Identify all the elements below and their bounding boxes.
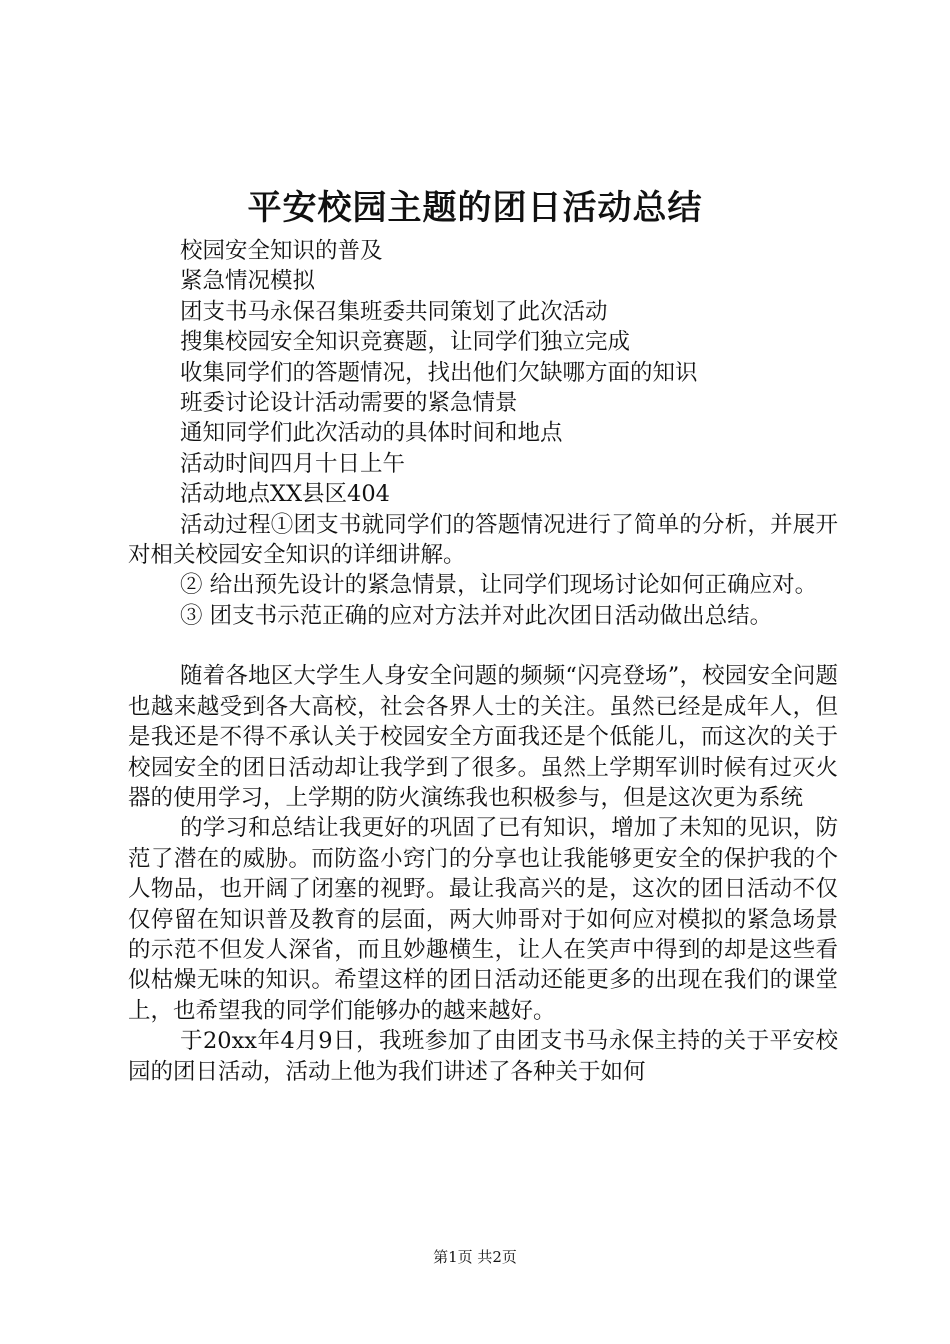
list-line: 校园安全知识的普及: [180, 238, 383, 264]
list-line: 活动地点XX县区404: [180, 481, 390, 508]
list-line: 班委讨论设计活动需要的紧急情景: [180, 390, 518, 417]
body-paragraph: 随着各地区大学生人身安全问题的频频“闪亮登场”，校园安全问题也越来越受到各大高校，社会各界人士的关注。虽然已经是成年人，但是我还是不得不承认关于校园安全方面我还是个低能儿，而这次的关于校园安全的团日活动却让我学到了很多。虽然上学期军训时候有过灭火器的使用学习，上学期的防火演练我也积极参与，但是这次更为系统: [128, 663, 838, 811]
body-paragraph: 的学习和总结让我更好的巩固了已有知识，增加了未知的见识，防范了潜在的威胁。而防盗小窍门的分享也让我能够更安全的保护我的个人物品，也开阔了闭塞的视野。最让我高兴的是，这次的团日活动不仅仅停留在知识普及教育的层面，两大帅哥对于如何应对模拟的紧急场景的示范不但发人深省，而且妙趣横生，让人在笑声中得到的却是这些看似枯燥无味的知识。希望这样的团日活动还能更多的出现在我们的课堂上，也希望我的同学们能够办的越来越好。: [128, 815, 838, 1024]
list-line: 团支书马永保召集班委共同策划了此次活动: [180, 298, 608, 325]
process-paragraph: ② 给出预先设计的紧急情景，让同学们现场讨论如何正确应对。: [180, 572, 818, 599]
document-body: [128, 236, 838, 1087]
process-paragraph: 活动过程①团支书就同学们的答题情况进行了简单的分析，并展开对相关校园安全知识的详细讲解。: [128, 511, 838, 569]
paragraph-gap: [128, 631, 838, 661]
list-line: 活动时间四月十日上午: [180, 450, 406, 477]
list-line: 搜集校园安全知识竞赛题，让同学们独立完成: [180, 329, 631, 356]
list-line: 紧急情况模拟: [180, 268, 316, 295]
page-footer: 第1页 共2页: [433, 1248, 517, 1266]
process-paragraph: ③ 团支书示范正确的应对方法并对此次团日活动做出总结。: [180, 602, 773, 629]
list-line: 通知同学们此次活动的具体时间和地点: [180, 420, 563, 447]
body-paragraph: 于20xx年4月9日，我班参加了由团支书马永保主持的关于平安校园的团日活动，活动上他为我们讲述了各种关于如何: [128, 1028, 838, 1085]
document-title: 平安校园主题的团日活动总结: [247, 188, 703, 228]
list-line: 收集同学们的答题情况，找出他们欠缺哪方面的知识: [180, 359, 698, 386]
